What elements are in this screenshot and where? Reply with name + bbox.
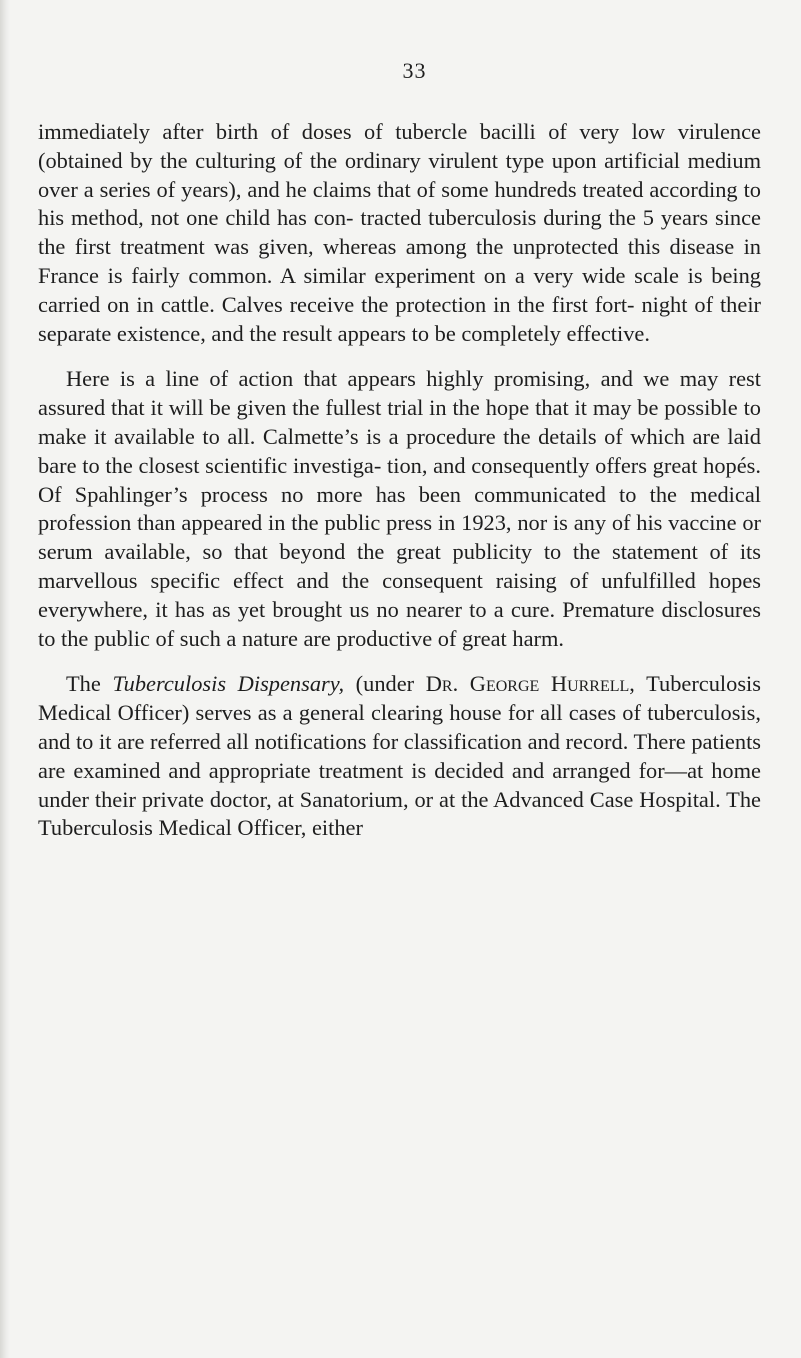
paragraph-3-start: The: [66, 671, 113, 697]
paragraph-3: [38, 670, 761, 843]
body-text: [38, 118, 761, 843]
paragraph-3-rest: Tuberculosis Medical Officer) serves as a general clearing house for all cases of tuberculosis, and to it are referred all notifications for classification and record. There patients are examined and appropriate treatment is decided and arranged for—at home under their private doctor, at Sanatorium, or at the Advanced Case Hospital. The Tuberculosis Medical Officer, either: [38, 671, 761, 841]
page-binding-edge: [0, 0, 10, 1358]
dispensary-title: Tuberculosis Dispensary,: [112, 671, 345, 697]
page-number: 33: [402, 58, 427, 83]
paragraph-1: immediately after birth of doses of tubercle bacilli of very low virulence (obtained by the culturing of the ordinary virulent type upon artificial medium over a series of years), and he claims that of some hundreds treated according to his method, not one child has con- tracted tuberculosis during the 5 years since the first treatment was given, whereas among the unprotected this disease in France is fairly common. A similar experiment on a very wide scale is being carried on in cattle. Calves receive the protection in the first fort- night of their separate existence, and the result appears to be completely effective.: [38, 119, 761, 346]
paragraph-3-middle: (under: [344, 671, 426, 697]
doctor-name: Dr. George Hurrell,: [425, 671, 635, 697]
paragraph-2: Here is a line of action that appears highly promising, and we may rest assured that it will be given the fullest trial in the hope that it may be possible to make it available to all. Calmette’s is a procedure the details of which are laid bare to the closest scientific investiga- tion, and consequently offers great hopés. Of Spahlinger’s process no more has been communicated to the medical profession than appeared in the public press in 1923, nor is any of his vaccine or serum available, so that beyond the great publicity to the statement of its marvellous specific effect and the consequent raising of unfulfilled hopes everywhere, it has as yet brought us no nearer to a cure. Premature disclosures to the public of such a nature are productive of great harm.: [38, 366, 761, 651]
